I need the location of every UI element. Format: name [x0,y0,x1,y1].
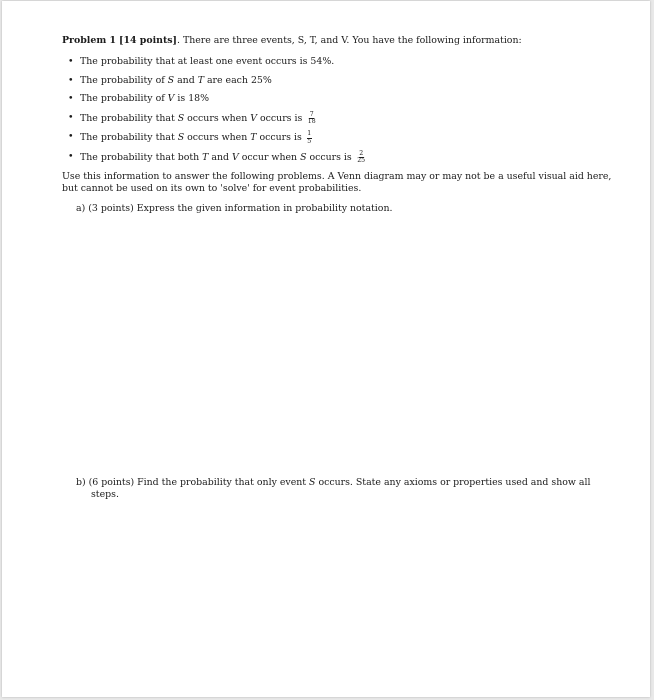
part-b-continuation: steps. [91,489,119,501]
list-item [68,93,612,105]
event-variable: S [309,477,316,488]
fraction-numerator: 2 [359,150,364,158]
event-variable: V [250,112,258,124]
fraction-numerator: 1 [307,130,312,138]
bullet-text: and [174,74,198,86]
bullet-icon: • [68,74,74,86]
bullet-text: occurs when [184,132,251,144]
event-variable: S [177,112,185,124]
bullet-text: The probability that at least one event occurs is 54%. [80,56,335,68]
bullet-text: The probability of [80,74,168,86]
problem-heading [62,35,612,47]
bullet-text: occurs is [257,112,303,124]
fraction [307,112,316,125]
part-a-question: a) (3 points) Express the given information in probability notation. [76,203,393,215]
bullet-text: The probability of [80,93,168,105]
part-b-question [76,477,611,501]
list-item [68,56,612,68]
problem-intro: . There are three events, S, T, and V. You have the following information: [177,35,522,46]
fraction [357,151,366,164]
event-variable: T [202,152,209,164]
list-item [68,74,612,87]
bullet-text: The probability that [80,132,178,144]
fraction [307,131,312,144]
bullet-text: occurs is [306,152,352,164]
event-variable: T [250,132,257,144]
event-variable: T [197,74,204,86]
document-content [62,35,612,501]
event-variable: S [300,152,307,164]
bullet-icon: • [68,56,74,68]
bullet-text: occurs is [256,132,302,144]
list-item [68,110,612,125]
list-item [68,130,612,145]
bullet-text: occurs when [184,112,251,124]
fraction-denominator: 5 [307,137,312,145]
part-b-text: occurs. State any axioms or properties used and show all [315,477,591,488]
given-information-list [62,56,612,164]
fraction-denominator: 25 [357,157,366,165]
list-item [68,150,612,165]
instructions-paragraph: Use this information to answer the following problems. A Venn diagram may or may not be a useful visual aid here, but cannot be used on its own to 'solve' for event probabilities. [62,170,612,195]
event-variable: V [167,93,175,105]
bullet-text: occur when [238,152,301,164]
event-variable: S [167,74,175,86]
bullet-icon: • [68,111,74,123]
problem-points: [14 points] [119,35,177,46]
event-variable: S [177,132,185,144]
bullet-text: The probability that [80,112,178,124]
bullet-text: and [208,152,233,164]
part-b-text: b) (6 points) Find the probability that only event [76,477,310,488]
event-variable: V [232,152,239,164]
document-page [2,1,650,697]
bullet-text: is 18% [174,93,210,105]
bullet-icon: • [68,151,74,163]
fraction-denominator: 18 [307,117,316,125]
fraction-numerator: 7 [309,110,314,118]
bullet-text: The probability that both [80,152,203,164]
bullet-icon: • [68,93,74,105]
bullet-text: are each 25% [203,74,272,86]
bullet-icon: • [68,131,74,143]
problem-label: Problem 1 [62,35,117,46]
